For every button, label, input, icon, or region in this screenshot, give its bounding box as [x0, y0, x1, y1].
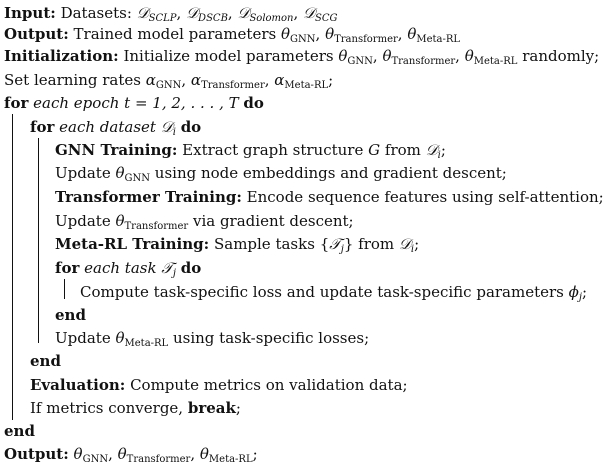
evaluation-label: Evaluation:: [30, 376, 126, 394]
from-text: from: [384, 141, 421, 159]
gnn-update-line: [55, 163, 507, 183]
dataset-scg-symbol: 𝒟: [303, 4, 316, 22]
task-text: each task: [84, 259, 157, 277]
sub-gnn: GNN: [124, 173, 151, 184]
theta-symbol: θ: [115, 164, 125, 182]
task-sub: j: [172, 268, 176, 279]
task-symbol: 𝒯: [329, 235, 341, 253]
sub-transformer: Transformer: [201, 80, 265, 91]
gnn-label: GNN Training:: [55, 141, 178, 159]
epoch-math: t = 1, 2, . . . , T: [124, 94, 239, 112]
dataset-sub: i: [437, 150, 441, 161]
init-label: Initialization:: [4, 47, 119, 65]
sub-gnn: GNN: [347, 56, 373, 67]
theta-symbol: θ: [407, 25, 417, 43]
dataset-solomon-symbol: 𝒟: [237, 4, 250, 22]
dataset-scg-sub: SCG: [315, 13, 338, 24]
input-label: Input:: [4, 4, 56, 22]
transformer-update-line: [55, 211, 354, 231]
meta-text: Sample tasks: [213, 235, 315, 253]
end-epoch-line: [4, 421, 35, 441]
dataset-symbol: 𝒟: [398, 235, 411, 253]
theta-symbol: θ: [382, 47, 392, 65]
theta-symbol: θ: [338, 47, 348, 65]
for-task-line: [55, 258, 201, 278]
from-text: from: [358, 235, 395, 253]
sub-meta: Meta-RL: [284, 80, 329, 91]
sub-transformer: Transformer: [334, 34, 398, 45]
alpha-symbol: α: [190, 71, 202, 89]
sub-meta: Meta-RL: [124, 338, 169, 349]
do-keyword: do: [243, 94, 264, 112]
final-output-label: Output:: [4, 445, 69, 463]
alpha-symbol: α: [274, 71, 285, 89]
sub-gnn: GNN: [290, 34, 316, 45]
sub-meta: Meta-RL: [473, 56, 518, 67]
meta-training-line: Meta-RL Training: Sample tasks {𝒯$_j$} from 𝒟$_i$;: [55, 235, 420, 255]
for-dataset-line: [30, 117, 201, 137]
output-label: Output:: [4, 25, 69, 43]
sub-transformer: Transformer: [126, 454, 191, 465]
phi-sub: j: [578, 292, 582, 303]
end-keyword: end: [55, 306, 86, 324]
final-output-line: Output: $\theta_{GNN}$, $\theta_{Transformer}$, $\theta_{Meta-RL}$;: [4, 445, 258, 465]
dataset-symbol: 𝒟: [160, 118, 173, 136]
theta-symbol: θ: [325, 25, 335, 43]
dataset-dscb-symbol: 𝒟: [186, 4, 199, 22]
meta-update-tail: using task-specific losses;: [172, 329, 370, 347]
do-keyword: do: [180, 118, 202, 136]
dataset-block-rule: [38, 138, 39, 343]
transformer-label: Transformer Training:: [55, 188, 242, 206]
task-sub: j: [340, 244, 344, 255]
end-keyword: end: [4, 422, 35, 440]
dataset-sub: i: [410, 244, 415, 255]
for-epoch-line: [4, 93, 264, 113]
epoch-text: each epoch: [33, 94, 120, 112]
break-keyword: break: [187, 399, 236, 417]
dataset-sclp-sub: SCLP: [148, 13, 177, 24]
end-task-line: [55, 305, 86, 325]
meta-label: Meta-RL Training:: [55, 235, 210, 253]
theta-symbol: θ: [115, 212, 125, 230]
do-keyword: do: [180, 259, 202, 277]
dataset-sub: i: [172, 127, 176, 138]
compute-text: Compute task-specific loss and update task-specific parameters: [80, 283, 564, 301]
sub-gnn: GNN: [82, 454, 109, 465]
output-line: Output: Trained model parameters $\theta_{GNN}$, $\theta_{Transformer}$, $\theta_{Meta-RL}$: [4, 25, 461, 45]
update-word: Update: [55, 212, 111, 230]
meta-update-line: [55, 328, 369, 348]
end-dataset-line: [30, 351, 61, 371]
evaluation-line: [30, 375, 408, 395]
gnn-update-tail: using node embeddings and gradient descent;: [154, 164, 507, 182]
sub-gnn: GNN: [155, 80, 182, 91]
dataset-solomon-sub: Solomon: [249, 13, 294, 24]
end-keyword: end: [30, 352, 61, 370]
sub-meta: Meta-RL: [208, 454, 253, 465]
theta-symbol: θ: [73, 445, 83, 463]
theta-symbol: θ: [117, 445, 127, 463]
sub-transformer: Transformer: [391, 56, 456, 67]
task-symbol: 𝒯: [161, 259, 173, 277]
for-keyword: for: [4, 94, 29, 112]
dataset-sclp-symbol: 𝒟: [136, 4, 149, 22]
graph-symbol: G: [368, 141, 381, 159]
transformer-update-tail: via gradient descent;: [192, 212, 354, 230]
lr-text: Set learning rates: [4, 71, 141, 89]
input-line: Input: Datasets: 𝒟$_{SCLP}$, 𝒟$_{DSCB}$, 𝒟$_{Solomon}$, 𝒟$_{SCG}$: [4, 4, 338, 24]
gnn-training-line: GNN Training: Extract graph structure G from 𝒟$_i$;: [55, 141, 446, 161]
dataset-symbol: 𝒟: [425, 141, 438, 159]
gnn-text: Extract graph structure: [182, 141, 364, 159]
input-text: Datasets:: [60, 4, 132, 22]
sub-meta: Meta-RL: [416, 34, 461, 45]
epoch-block-rule: [12, 114, 13, 420]
for-keyword: for: [30, 118, 55, 136]
init-tail: randomly;: [522, 47, 600, 65]
theta-symbol: θ: [464, 47, 474, 65]
transformer-text: Encode sequence features using self-attention;: [246, 188, 604, 206]
lr-line: Set learning rates $\alpha_{GNN}$, $\alpha_{Transformer}$, $\alpha_{Meta-RL}$;: [4, 71, 334, 91]
phi-symbol: ϕ: [568, 283, 579, 301]
alpha-symbol: α: [145, 71, 156, 89]
dataset-dscb-sub: DSCB: [198, 13, 228, 24]
for-keyword: for: [55, 259, 80, 277]
output-text: Trained model parameters: [73, 25, 277, 43]
theta-symbol: θ: [280, 25, 291, 43]
task-block-rule: [64, 279, 65, 299]
update-word: Update: [55, 164, 111, 182]
evaluation-text: Compute metrics on validation data;: [130, 376, 408, 394]
sub-transformer: Transformer: [124, 221, 189, 232]
compute-loss-line: Compute task-specific loss and update task-specific parameters $\phi_j$;: [80, 283, 588, 303]
update-word: Update: [55, 329, 111, 347]
dataset-text: each dataset: [59, 118, 156, 136]
transformer-training-line: [55, 187, 604, 207]
init-text: Initialize model parameters: [123, 47, 334, 65]
init-line: Initialization: Initialize model parameters $\theta_{GNN}$, $\theta_{Transformer}$, $\theta_{Meta-RL}$ randomly;: [4, 47, 600, 67]
converge-line: If metrics converge, break;: [30, 399, 241, 417]
converge-text: If metrics converge,: [30, 399, 184, 417]
theta-symbol: θ: [115, 329, 125, 347]
theta-symbol: θ: [199, 445, 209, 463]
